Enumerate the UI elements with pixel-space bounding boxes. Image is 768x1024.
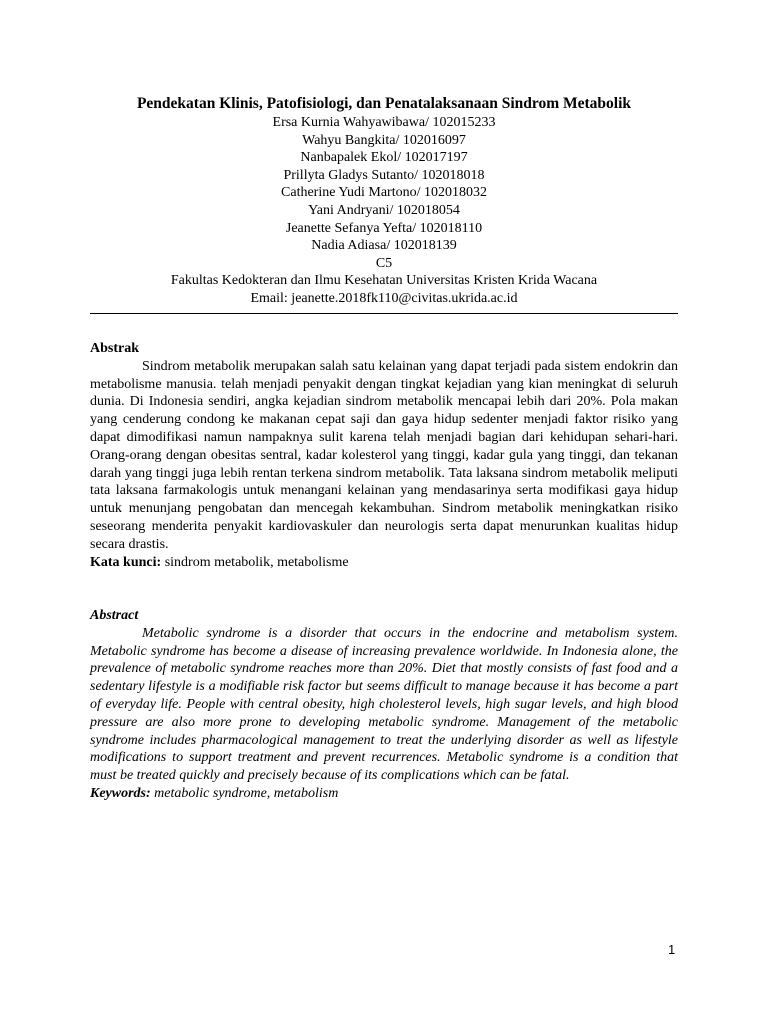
abstrak-body: Sindrom metabolik merupakan salah satu kelainan yang dapat terjadi pada sistem endokrin dan metabolisme manusia. telah menjadi penyakit dengan tingkat kejadian yang kian meningkat di seluruh dunia. Di Indonesia sendiri, angka kejadian sindrom metabolik mencapai lebih dari 20%. Pola makan yang cenderung condong ke makanan cepat saji dan gaya hidup sedenter menjadi faktor risiko yang dapat dimodifikasi namun nampaknya sulit karena telah menjadi bagian dari kehidupan sehari-hari. Orang-orang dengan obesitas sentral, kadar kolesterol yang tinggi, kadar gula yang tinggi, dan tekanan darah yang tinggi juga lebih rentan terkena sindrom metabolik. Tata laksana sindrom metabolik meliputi tata laksana farmakologis untuk menangani kelainan yang mendasarinya serta modifikasi gaya hidup untuk menunjang pengobatan dan mencegah kekambuhan. Sindrom metabolik meningkatkan risiko seseorang menderita penyakit kardiovaskuler dan neurologis serta dapat menurunkan kualitas hidup secara drastis. [90,358,678,552]
group-code: C5 [375,255,393,271]
abstract-keywords [90,785,678,803]
author-block [0,114,768,308]
author-name: Yani Andryani/ 102018054 [308,202,460,218]
abstrak-section [90,340,678,571]
abstract-heading: Abstract [90,608,139,623]
author-name: Catherine Yudi Martono/ 102018032 [281,185,487,201]
abstrak-keywords-label: Kata kunci: [90,554,162,570]
author-name: Nanbapalek Ekol/ 102017197 [300,150,468,166]
author-name: Jeanette Sefanya Yefta/ 102018110 [285,220,483,236]
affiliation: Fakultas Kedokteran dan Ilmu Kesehatan Universitas Kristen Krida Wacana [170,273,598,289]
paper-title: Pendekatan Klinis, Patofisiologi, dan Penatalaksanaan Sindrom Metabolik [136,95,632,112]
abstract-keywords-value: metabolic syndrome, metabolism [154,785,339,801]
contact-email: Email: jeanette.2018fk110@civitas.ukrida.ac.id [250,290,518,306]
page-number: 1 [668,942,676,957]
author-name: Prillyta Gladys Sutanto/ 102018018 [283,167,485,183]
header-divider [90,313,678,314]
author-name: Wahyu Bangkita/ 102016097 [302,132,466,148]
abstract-keywords-label: Keywords: [90,785,151,801]
author-name: Nadia Adiasa/ 102018139 [311,238,457,254]
abstract-body: Metabolic syndrome is a disorder that occurs in the endocrine and metabolism system. Metabolic syndrome has become a disease of increasing prevalence worldwide. In Indonesia alone, the prevalence of metabolic syndrome reaches more than 20%. Diet that mostly consists of fast food and a sedentary lifestyle is a modifiable risk factor but seems difficult to manage because it has become a part of everyday life. People with central obesity, high cholesterol levels, high sugar levels, and high blood pressure are also more prone to developing metabolic syndrome. Management of the metabolic syndrome includes pharmacological management to treat the underlying disorder as well as lifestyle modifications to support treatment and prevent recurrences. Metabolic syndrome is a condition that must be treated quickly and precisely because of its complications which can be fatal. [90,625,678,784]
abstrak-keywords-value: sindrom metabolik, metabolisme [164,554,349,570]
abstract-section [90,607,678,803]
abstrak-heading: Abstrak [90,341,140,356]
author-name: Ersa Kurnia Wahyawibawa/ 102015233 [272,115,496,130]
abstrak-keywords [90,554,678,572]
